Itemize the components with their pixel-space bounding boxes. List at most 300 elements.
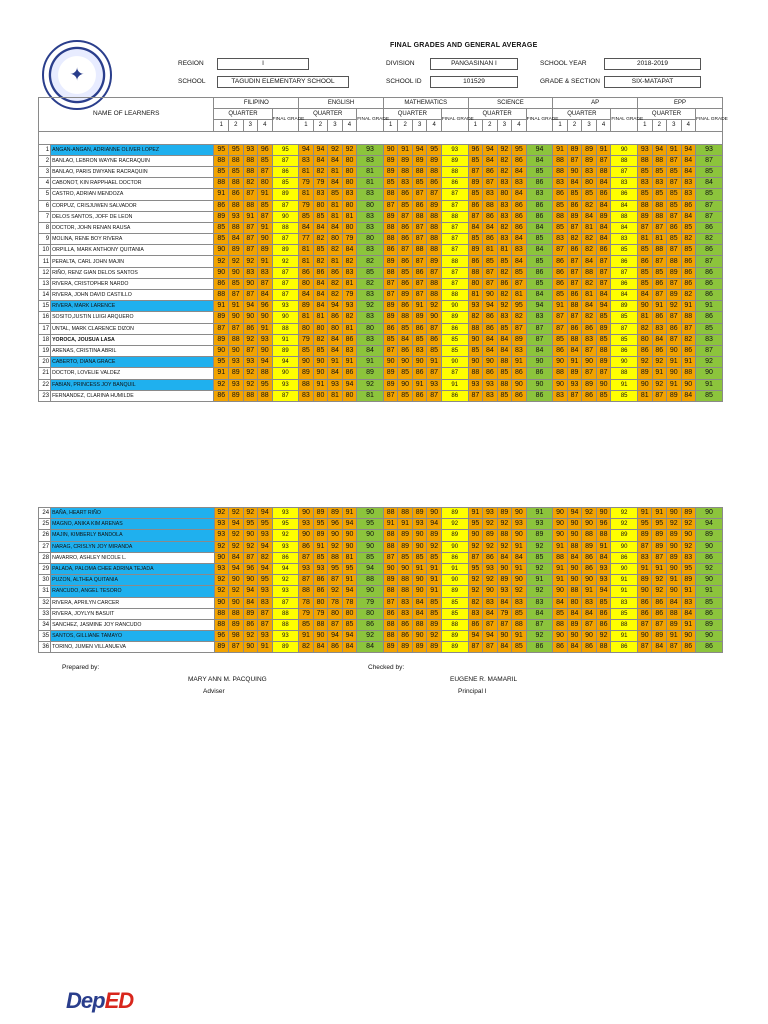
quarter-grade: 95 — [681, 563, 696, 574]
quarter-grade: 85 — [229, 166, 244, 177]
quarter-grade: 88 — [567, 301, 582, 312]
quarter-grade: 90 — [468, 357, 483, 368]
quarter-grade: 94 — [681, 144, 696, 155]
quarter-grade: 87 — [596, 256, 611, 267]
quarter-grade: 86 — [582, 390, 597, 401]
quarter-grade: 94 — [427, 519, 442, 530]
quarter-grade: 86 — [512, 155, 527, 166]
quarter-grade: 91 — [512, 357, 527, 368]
final-grade: 92 — [696, 357, 723, 368]
quarter-grade: 85 — [427, 597, 442, 608]
quarter-grade: 82 — [497, 155, 512, 166]
quarter-grade: 85 — [582, 189, 597, 200]
learner-row[interactable] — [39, 222, 723, 233]
quarter-grade: 84 — [512, 189, 527, 200]
final-grade: 89 — [696, 619, 723, 630]
learner-name: NARAG, CRISLYN JOY MIRANDA — [51, 541, 214, 552]
quarter-grade: 86 — [299, 541, 314, 552]
quarter-grade: 82 — [299, 642, 314, 653]
learner-row[interactable] — [39, 541, 723, 552]
quarter-number-header: 4 — [427, 120, 442, 131]
quarter-grade: 79 — [299, 200, 314, 211]
learner-name: RANCUDO, ANGEL TESORO — [51, 586, 214, 597]
quarter-grade: 88 — [582, 267, 597, 278]
final-grade: 93 — [272, 508, 299, 519]
region-value: I — [217, 58, 309, 70]
quarter-grade: 89 — [567, 211, 582, 222]
quarter-grade: 85 — [313, 552, 328, 563]
quarter-grade: 80 — [328, 323, 343, 334]
quarter-grade: 83 — [342, 267, 357, 278]
learner-row[interactable] — [39, 586, 723, 597]
quarter-grade: 84 — [567, 552, 582, 563]
final-grade: 90 — [696, 368, 723, 379]
learner-name: RIVERA, APRILYN CARCER — [51, 597, 214, 608]
final-grade: 92 — [357, 301, 384, 312]
deped-logo: DepED — [66, 988, 134, 1013]
quarter-grade: 89 — [383, 155, 398, 166]
learner-name: PERALTA, CARL JOHN MAJIN — [51, 256, 214, 267]
quarter-grade: 88 — [497, 379, 512, 390]
final-grade: 86 — [441, 390, 468, 401]
quarter-grade: 91 — [342, 357, 357, 368]
quarter-grade: 85 — [328, 189, 343, 200]
quarter-grade: 80 — [468, 278, 483, 289]
learner-row[interactable] — [39, 334, 723, 345]
quarter-grade: 87 — [567, 155, 582, 166]
quarter-grade: 87 — [412, 234, 427, 245]
quarter-grade: 84 — [638, 290, 653, 301]
quarter-grade: 89 — [582, 379, 597, 390]
quarter-grade: 87 — [637, 541, 652, 552]
quarter-grade: 94 — [483, 301, 498, 312]
quarter-grade: 87 — [652, 290, 667, 301]
quarter-grade: 89 — [652, 530, 667, 541]
quarter-grade: 92 — [681, 519, 696, 530]
final-grade: 84 — [526, 245, 553, 256]
quarter-grade: 80 — [342, 155, 357, 166]
quarter-grade: 94 — [596, 301, 611, 312]
final-grade: 83 — [357, 155, 384, 166]
learner-row[interactable] — [39, 530, 723, 541]
quarter-grade: 80 — [342, 178, 357, 189]
quarter-grade: 90 — [667, 345, 682, 356]
quarter-grade: 93 — [214, 519, 229, 530]
final-grade: 88 — [272, 323, 299, 334]
quarter-grade: 89 — [214, 211, 229, 222]
final-grade: 90 — [357, 586, 384, 597]
final-grade: 94 — [272, 357, 299, 368]
quarter-grade: 85 — [497, 368, 512, 379]
quarter-grade: 91 — [342, 508, 357, 519]
quarter-grade: 89 — [666, 552, 681, 563]
learner-number: 32 — [39, 597, 51, 608]
quarter-grade: 87 — [582, 619, 597, 630]
final-grade: 89 — [441, 312, 468, 323]
quarter-grade: 88 — [652, 155, 667, 166]
quarter-grade: 93 — [342, 301, 357, 312]
quarter-grade: 83 — [243, 267, 258, 278]
learner-row[interactable] — [39, 200, 723, 211]
learner-row[interactable] — [39, 245, 723, 256]
quarter-grade: 89 — [214, 334, 229, 345]
quarter-header: QUARTER — [214, 109, 272, 120]
learner-name: BANLAO, LEBRON WAYNE RACRAQUIN — [51, 155, 214, 166]
quarter-grade: 88 — [398, 575, 413, 586]
quarter-grade: 83 — [582, 597, 597, 608]
quarter-grade: 90 — [383, 563, 398, 574]
final-grade: 90 — [611, 541, 638, 552]
quarter-grade: 91 — [313, 541, 328, 552]
quarter-grade: 86 — [638, 256, 653, 267]
learner-row[interactable] — [39, 519, 723, 530]
learner-row[interactable] — [39, 379, 723, 390]
learner-row[interactable] — [39, 155, 723, 166]
quarter-grade: 94 — [412, 144, 427, 155]
quarter-grade: 84 — [497, 597, 512, 608]
quarter-grade: 81 — [328, 256, 343, 267]
quarter-grade: 90 — [313, 631, 328, 642]
final-grade: 87 — [441, 278, 468, 289]
quarter-grade: 94 — [342, 586, 357, 597]
quarter-grade: 86 — [383, 245, 398, 256]
final-grade: 90 — [272, 312, 299, 323]
quarter-grade: 92 — [229, 508, 244, 519]
final-grade: 90 — [696, 575, 723, 586]
quarter-grade: 82 — [582, 278, 597, 289]
learner-row[interactable] — [39, 323, 723, 334]
final-grade: 86 — [611, 345, 638, 356]
quarter-grade: 87 — [243, 552, 258, 563]
quarter-grade: 87 — [567, 222, 582, 233]
quarter-grade: 83 — [497, 211, 512, 222]
quarter-grade: 89 — [427, 530, 442, 541]
learner-row[interactable] — [39, 345, 723, 356]
quarter-grade: 85 — [229, 278, 244, 289]
quarter-grade: 91 — [214, 301, 229, 312]
quarter-grade: 88 — [567, 334, 582, 345]
final-grade: 87 — [696, 200, 723, 211]
final-grade: 83 — [357, 211, 384, 222]
learner-row[interactable] — [39, 608, 723, 619]
quarter-grade: 90 — [214, 597, 229, 608]
quarter-grade: 86 — [652, 597, 667, 608]
quarter-grade: 95 — [427, 144, 442, 155]
quarter-grade: 83 — [299, 390, 314, 401]
subject-header-ap: AP — [553, 98, 638, 109]
learner-name: RIVERA, JOHN DAVID CASTILLO — [51, 290, 214, 301]
quarter-grade: 92 — [243, 508, 258, 519]
final-grade: 87 — [696, 155, 723, 166]
quarter-grade: 88 — [468, 323, 483, 334]
learner-row[interactable] — [39, 211, 723, 222]
quarter-grade: 85 — [667, 200, 682, 211]
checked-by-label: Checked by: — [368, 664, 405, 671]
quarter-grade: 91 — [258, 642, 273, 653]
learner-row[interactable] — [39, 390, 723, 401]
final-grade: 89 — [441, 530, 468, 541]
final-grade: 85 — [696, 597, 723, 608]
quarter-grade: 90 — [497, 563, 512, 574]
quarter-grade: 87 — [243, 345, 258, 356]
final-grade: 94 — [526, 144, 553, 155]
final-grade: 86 — [696, 642, 723, 653]
learner-number: 14 — [39, 290, 51, 301]
quarter-grade: 88 — [427, 245, 442, 256]
quarter-grade: 98 — [229, 631, 244, 642]
quarter-grade: 89 — [497, 575, 512, 586]
learner-row[interactable] — [39, 178, 723, 189]
quarter-grade: 93 — [229, 211, 244, 222]
quarter-grade: 86 — [553, 267, 568, 278]
quarter-grade: 90 — [299, 530, 314, 541]
final-grade: 86 — [526, 642, 553, 653]
quarter-grade: 87 — [638, 222, 653, 233]
quarter-grade: 82 — [313, 234, 328, 245]
quarter-grade: 84 — [483, 334, 498, 345]
quarter-grade: 84 — [328, 368, 343, 379]
quarter-grade: 84 — [497, 552, 512, 563]
quarter-grade: 92 — [666, 519, 681, 530]
quarter-grade: 88 — [214, 155, 229, 166]
quarter-grade: 90 — [299, 357, 314, 368]
learner-row[interactable] — [39, 619, 723, 630]
quarter-grade: 91 — [666, 631, 681, 642]
learner-number: 3 — [39, 166, 51, 177]
final-grade: 82 — [357, 278, 384, 289]
quarter-grade: 93 — [512, 519, 527, 530]
quarter-grade: 83 — [258, 267, 273, 278]
final-grade: 90 — [357, 530, 384, 541]
learner-row[interactable] — [39, 144, 723, 155]
learner-row[interactable] — [39, 256, 723, 267]
learner-row[interactable] — [39, 631, 723, 642]
quarter-grade: 93 — [258, 586, 273, 597]
quarter-grade: 84 — [313, 155, 328, 166]
quarter-grade: 89 — [596, 357, 611, 368]
learner-name: FABIAN, PRINCESS JOY BANQUIL — [51, 379, 214, 390]
quarter-grade: 95 — [214, 144, 229, 155]
quarter-grade: 90 — [427, 508, 442, 519]
quarter-grade: 83 — [553, 390, 568, 401]
final-grade: 87 — [272, 278, 299, 289]
final-grade: 93 — [357, 144, 384, 155]
quarter-grade: 89 — [512, 334, 527, 345]
learner-row[interactable] — [39, 278, 723, 289]
quarter-grade: 90 — [567, 530, 582, 541]
quarter-grade: 90 — [258, 234, 273, 245]
quarter-grade: 94 — [483, 631, 498, 642]
learner-row[interactable] — [39, 642, 723, 653]
quarter-grade: 85 — [299, 619, 314, 630]
learner-row[interactable] — [39, 301, 723, 312]
final-grade: 89 — [441, 508, 468, 519]
quarter-grade: 84 — [229, 552, 244, 563]
learner-name: TORINO, JUMEN VILLANUEVA — [51, 642, 214, 653]
quarter-grade: 88 — [483, 200, 498, 211]
learner-name: DELOS SANTOS, JOFF DE LEON — [51, 211, 214, 222]
learner-number: 35 — [39, 631, 51, 642]
quarter-grade: 92 — [512, 586, 527, 597]
quarter-number-header: 3 — [328, 120, 343, 131]
quarter-grade: 83 — [398, 608, 413, 619]
quarter-grade: 91 — [512, 631, 527, 642]
final-grade: 84 — [357, 345, 384, 356]
quarter-grade: 88 — [553, 155, 568, 166]
quarter-grade: 85 — [596, 390, 611, 401]
quarter-grade: 91 — [553, 144, 568, 155]
quarter-grade: 87 — [258, 166, 273, 177]
quarter-grade: 91 — [637, 508, 652, 519]
quarter-grade: 93 — [328, 379, 343, 390]
quarter-grade: 87 — [497, 619, 512, 630]
quarter-grade: 84 — [567, 642, 582, 653]
quarter-grade: 83 — [313, 189, 328, 200]
quarter-grade: 95 — [512, 301, 527, 312]
quarter-grade: 86 — [567, 290, 582, 301]
quarter-grade: 94 — [342, 519, 357, 530]
learner-number: 4 — [39, 178, 51, 189]
learner-row[interactable] — [39, 368, 723, 379]
quarter-grade: 88 — [398, 166, 413, 177]
quarter-grade: 80 — [299, 323, 314, 334]
learner-row[interactable] — [39, 597, 723, 608]
quarter-grade: 84 — [258, 290, 273, 301]
final-grade: 89 — [272, 245, 299, 256]
final-grade: 85 — [696, 189, 723, 200]
quarter-grade: 85 — [299, 211, 314, 222]
final-grade-header: FINAL GRADE — [272, 109, 299, 131]
quarter-grade: 80 — [497, 189, 512, 200]
quarter-grade: 93 — [313, 563, 328, 574]
final-grade: 85 — [272, 178, 299, 189]
quarter-number-header: 1 — [638, 120, 653, 131]
quarter-grade: 89 — [667, 267, 682, 278]
final-grade: 91 — [611, 379, 638, 390]
quarter-grade: 96 — [468, 144, 483, 155]
learner-number: 26 — [39, 530, 51, 541]
quarter-grade: 89 — [468, 178, 483, 189]
final-grade: 84 — [611, 290, 638, 301]
quarter-grade: 87 — [512, 323, 527, 334]
final-grade: 85 — [526, 278, 553, 289]
learner-row[interactable] — [39, 166, 723, 177]
learner-number: 10 — [39, 245, 51, 256]
quarter-grade: 86 — [313, 586, 328, 597]
final-grade: 88 — [441, 256, 468, 267]
quarter-grade: 91 — [681, 586, 696, 597]
quarter-grade: 85 — [553, 608, 568, 619]
quarter-grade: 80 — [313, 597, 328, 608]
learner-row[interactable] — [39, 189, 723, 200]
learner-row[interactable] — [39, 552, 723, 563]
quarter-grade: 84 — [553, 597, 568, 608]
quarter-grade: 92 — [483, 575, 498, 586]
final-grade: 86 — [696, 290, 723, 301]
learner-row[interactable] — [39, 290, 723, 301]
final-grade: 88 — [441, 211, 468, 222]
final-grade: 85 — [357, 267, 384, 278]
quarter-grade: 86 — [667, 323, 682, 334]
quarter-grade: 91 — [383, 519, 398, 530]
quarter-grade: 84 — [497, 642, 512, 653]
quarter-grade: 86 — [567, 245, 582, 256]
quarter-grade: 86 — [483, 368, 498, 379]
quarter-grade: 88 — [468, 368, 483, 379]
quarter-grade: 92 — [667, 301, 682, 312]
quarter-number-header: 1 — [553, 120, 568, 131]
quarter-grade: 95 — [328, 563, 343, 574]
learner-number: 30 — [39, 575, 51, 586]
quarter-grade: 85 — [313, 245, 328, 256]
quarter-grade: 88 — [229, 334, 244, 345]
learner-row[interactable] — [39, 312, 723, 323]
final-grade: 88 — [357, 575, 384, 586]
quarter-grade: 88 — [553, 552, 568, 563]
learner-number: 17 — [39, 323, 51, 334]
quarter-grade: 90 — [553, 631, 568, 642]
quarter-grade: 82 — [258, 552, 273, 563]
final-grade: 92 — [272, 256, 299, 267]
quarter-grade: 90 — [553, 586, 568, 597]
final-grade: 92 — [611, 508, 638, 519]
quarter-grade: 87 — [553, 323, 568, 334]
quarter-grade: 88 — [652, 245, 667, 256]
quarter-grade: 89 — [412, 155, 427, 166]
quarter-grade: 84 — [483, 155, 498, 166]
quarter-grade: 88 — [383, 267, 398, 278]
quarter-grade: 87 — [567, 278, 582, 289]
learner-row[interactable] — [39, 575, 723, 586]
quarter-grade: 86 — [483, 211, 498, 222]
quarter-grade: 91 — [652, 368, 667, 379]
quarter-grade: 86 — [596, 619, 611, 630]
quarter-grade: 86 — [427, 178, 442, 189]
grades-table-bottom — [38, 507, 723, 653]
quarter-grade: 83 — [638, 178, 653, 189]
quarter-grade: 86 — [313, 267, 328, 278]
learner-name: BAÑA, HEART RIÑO — [51, 508, 214, 519]
quarter-grade: 84 — [582, 256, 597, 267]
final-grade: 91 — [696, 586, 723, 597]
quarter-grade: 88 — [667, 256, 682, 267]
learner-row[interactable] — [39, 357, 723, 368]
quarter-grade: 91 — [398, 519, 413, 530]
learner-name: DOCTOR, LOVELIE VALDEZ — [51, 368, 214, 379]
quarter-number-header: 4 — [596, 120, 611, 131]
final-grade: 85 — [357, 552, 384, 563]
school-id-value: 101529 — [430, 76, 518, 88]
quarter-grade: 90 — [342, 530, 357, 541]
quarter-grade: 86 — [214, 200, 229, 211]
final-grade: 89 — [526, 530, 553, 541]
learner-name: MAGNO, ANIKA KIM ARENAS — [51, 519, 214, 530]
quarter-grade: 84 — [596, 234, 611, 245]
quarter-grade: 86 — [412, 200, 427, 211]
learner-row[interactable] — [39, 234, 723, 245]
learner-row[interactable] — [39, 563, 723, 574]
final-grade: 91 — [441, 379, 468, 390]
quarter-number-header: 2 — [313, 120, 328, 131]
quarter-grade: 84 — [313, 642, 328, 653]
quarter-grade: 81 — [313, 312, 328, 323]
quarter-grade: 92 — [243, 541, 258, 552]
quarter-grade: 83 — [582, 166, 597, 177]
learner-row[interactable] — [39, 267, 723, 278]
learner-row[interactable] — [39, 508, 723, 519]
quarter-grade: 86 — [512, 211, 527, 222]
quarter-grade: 80 — [313, 390, 328, 401]
